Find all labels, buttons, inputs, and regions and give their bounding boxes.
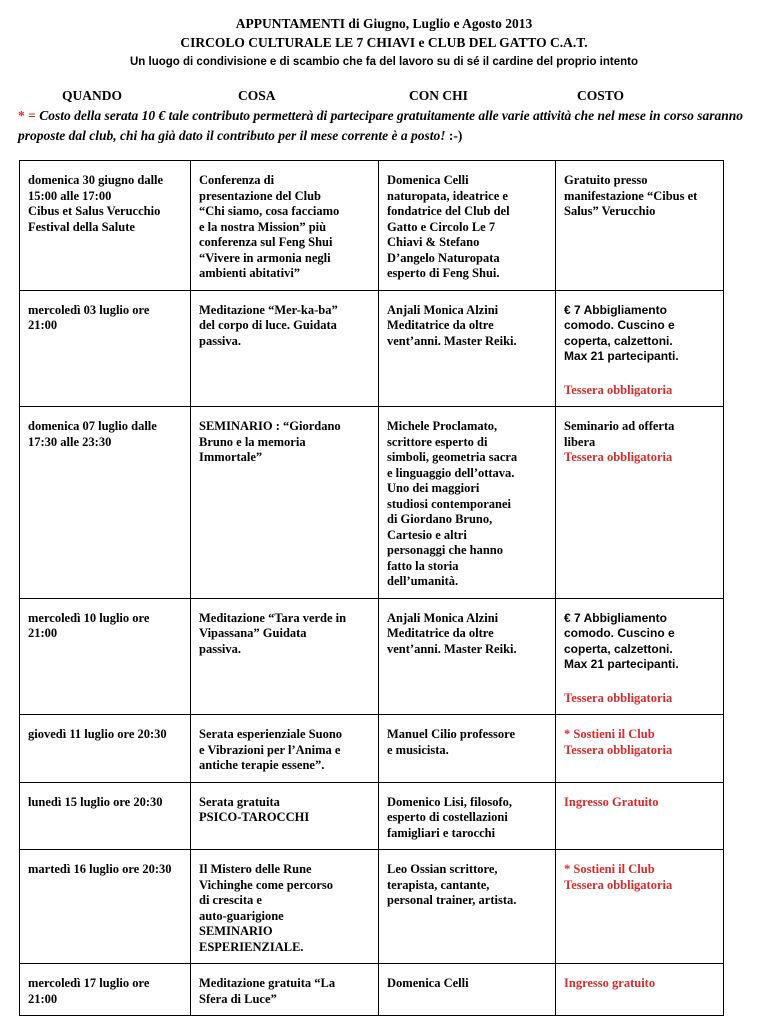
cell-line: * Sostieni il Club (564, 862, 655, 876)
cell-line: passiva. (199, 641, 242, 656)
cell-line: Sfera di Luce” (199, 991, 277, 1006)
cell-what (191, 964, 379, 1016)
cell-line: Domenico Lisi, filosofo, (387, 794, 512, 809)
cell-cost (556, 598, 724, 715)
cell-when (20, 598, 191, 715)
cell-line: studiosi contemporanei (387, 496, 511, 511)
cell-line: Vichinghe come percorso (199, 877, 334, 892)
cell-line: di Giordano Bruno, (387, 512, 493, 526)
cell-line: Seminario ad offerta (564, 419, 675, 433)
cell-line: del corpo di luce. Guidata (199, 318, 337, 332)
cell-line: Festival della Salute (28, 219, 135, 234)
cell-line: esperto di Feng Shui. (387, 266, 500, 280)
cell-line: e la nostra Mission” più (199, 219, 327, 234)
cell-line: € 7 Abbigliamento (564, 302, 667, 317)
table-row (20, 850, 724, 964)
cell-line: Leo Ossian scrittore, (387, 862, 498, 876)
cell-line: 21:00 (28, 626, 58, 640)
schedule-table (19, 160, 724, 1016)
cell-line: mercoledì 10 luglio ore (28, 610, 150, 625)
cell-line: 15:00 alle 17:00 (28, 188, 112, 203)
cell-line: naturopata, ideatrice e (387, 188, 508, 203)
cell-line: Salus” Verucchio (564, 204, 656, 218)
column-who: CON CHI (409, 88, 468, 103)
cell-line: coperta, calzettoni. (564, 333, 673, 348)
cell-line: personaggi che hanno (387, 543, 503, 557)
cell-line: mercoledì 03 luglio ore (28, 302, 150, 317)
cell-who (379, 290, 556, 407)
cell-who (379, 782, 556, 850)
table-row (20, 290, 724, 407)
table-row (20, 715, 724, 783)
cell-line: domenica 07 luglio dalle (28, 419, 157, 433)
cell-line: * Sostieni il Club (564, 727, 655, 741)
cell-line: Anjali Monica Alzini (387, 610, 499, 625)
cell-line: dell’umanità. (387, 574, 459, 588)
cell-line: simboli, geometria sacra (387, 450, 518, 464)
cell-what (191, 407, 379, 599)
cell-what (191, 850, 379, 964)
cell-who (379, 715, 556, 783)
cell-line: martedì 16 luglio ore 20:30 (28, 862, 172, 876)
cell-cost (556, 964, 724, 1016)
cell-who (379, 598, 556, 715)
cell-line: vent’anni. Master Reiki. (387, 641, 517, 656)
cell-who (379, 161, 556, 291)
cell-line: ESPERIENZIALE. (199, 939, 304, 954)
cell-line: Anjali Monica Alzini (387, 302, 499, 317)
cell-line: PSICO-TAROCCHI (199, 810, 310, 824)
cell-cost (556, 850, 724, 964)
cell-line: Tessera obbligatoria (564, 877, 673, 892)
note-text: Costo della serata 10 € tale contributo permetterà di partecipare gratuitamente alle varie attività che nel mese in corso saranno proposte dal club, chi ha già dato il contributo per il mese corrente è a posto! (18, 108, 744, 143)
cell-line: personal trainer, artista. (387, 893, 517, 907)
cell-who (379, 964, 556, 1016)
cell-who (379, 407, 556, 599)
cell-line: Chiavi & Stefano (387, 235, 480, 249)
cell-line: domenica 30 giugno dalle (28, 173, 164, 187)
cell-line: Meditazione “Tara verde in (199, 610, 347, 625)
page-title: APPUNTAMENTI di Giugno, Luglio e Agosto 2013 (235, 16, 533, 31)
cell-line: fondatrice del Club del (387, 204, 510, 218)
cell-when (20, 782, 191, 850)
cell-line: auto-guarigione (199, 908, 284, 923)
cell-line: Meditazione “Mer-ka-ba” (199, 302, 338, 317)
cell-line: Domenica Celli (387, 976, 469, 990)
cell-line: coperta, calzettoni. (564, 641, 673, 656)
cell-line: € 7 Abbigliamento (564, 610, 667, 625)
cell-line: Immortale” (199, 450, 263, 464)
cell-line: mercoledì 17 luglio ore (28, 976, 150, 990)
cell-line: “Chi siamo, cosa facciamo (199, 204, 340, 218)
cell-line: e linguaggio dell’ottava. (387, 465, 515, 480)
cell-line: Gatto e Circolo Le 7 (387, 219, 496, 234)
cell-line: famigliari e tarocchi (387, 825, 496, 840)
cell-line: Domenica Celli (387, 173, 469, 187)
cell-who (379, 850, 556, 964)
cell-what (191, 290, 379, 407)
cell-line: 17:30 alle 23:30 (28, 434, 112, 449)
cell-line: 21:00 (28, 318, 58, 332)
cell-line: Gratuito presso (564, 173, 648, 187)
cell-line: conferenza sul Feng Shui (199, 235, 333, 249)
tessera-note: Tessera obbligatoria (564, 450, 673, 464)
table-row (20, 598, 724, 715)
column-headers (0, 88, 768, 106)
cell-line: scrittore esperto di (387, 434, 488, 449)
cell-cost (556, 290, 724, 407)
note-star: * = (18, 108, 36, 123)
cell-line: 21:00 (28, 991, 58, 1006)
cell-line: Max 21 partecipanti. (564, 657, 679, 671)
cell-line: comodo. Cuscino e (564, 318, 675, 332)
cell-line: libera (564, 434, 596, 449)
table-row (20, 964, 724, 1016)
cell-when (20, 161, 191, 291)
cell-line: e musicista. (387, 742, 449, 757)
cell-line: terapista, cantante, (387, 877, 490, 892)
table-row (20, 407, 724, 599)
organization-title: CIRCOLO CULTURALE LE 7 CHIAVI e CLUB DEL GATTO C.A.T. (180, 35, 588, 50)
cell-when (20, 290, 191, 407)
cell-when (20, 407, 191, 599)
cell-cost (556, 782, 724, 850)
cell-line: “Vivere in armonia negli (199, 250, 331, 265)
document-header (0, 14, 768, 71)
cell-line: e Vibrazioni per l’Anima e (199, 742, 341, 757)
cell-line: SEMINARIO (199, 924, 273, 938)
cell-line: Tessera obbligatoria (564, 742, 673, 757)
column-cost: COSTO (577, 88, 625, 103)
cell-line: Cartesio e altri (387, 527, 467, 542)
tessera-note: Tessera obbligatoria (564, 382, 673, 397)
cell-line: Il Mistero delle Rune (199, 862, 312, 876)
cell-line: Manuel Cilio professore (387, 727, 516, 741)
cell-line: Michele Proclamato, (387, 419, 498, 433)
cell-when (20, 850, 191, 964)
cell-what (191, 782, 379, 850)
column-what: COSA (238, 88, 276, 103)
cell-what (191, 715, 379, 783)
cell-line: antiche terapie essene”. (199, 758, 325, 772)
cell-line: ambienti abitativi” (199, 266, 301, 280)
cell-line: Serata esperienziale Suono (199, 727, 343, 741)
cell-line: di crescita e (199, 893, 262, 907)
subtitle: Un luogo di condivisione e di scambio che fa del lavoro su di sé il cardine del proprio intento (130, 56, 638, 68)
cost-note (18, 106, 758, 145)
cell-line: Meditazione gratuita “La (199, 976, 336, 990)
cell-line: presentazione del Club (199, 188, 321, 203)
cell-cost (556, 407, 724, 599)
cell-cost (556, 161, 724, 291)
cell-line: Uno dei maggiori (387, 481, 480, 495)
cell-line: vent’anni. Master Reiki. (387, 333, 517, 348)
cell-line: SEMINARIO : “Giordano (199, 419, 341, 433)
cell-line: Ingresso Gratuito (564, 794, 659, 809)
cell-line: lunedì 15 luglio ore 20:30 (28, 794, 163, 809)
cell-line: Max 21 partecipanti. (564, 349, 679, 363)
cell-when (20, 715, 191, 783)
cell-line: D’angelo Naturopata (387, 250, 500, 265)
cell-line: passiva. (199, 333, 242, 348)
cell-line: Bruno e la memoria (199, 434, 306, 449)
cell-line: manifestazione “Cibus et (564, 188, 698, 203)
cell-line: Meditatrice da oltre (387, 318, 494, 332)
cell-line: Conferenza di (199, 173, 275, 187)
cell-line: Serata gratuita (199, 794, 280, 809)
column-when: QUANDO (62, 88, 122, 103)
cell-what (191, 598, 379, 715)
cell-line: Ingresso gratuito (564, 976, 656, 990)
cell-line: esperto di costellazioni (387, 810, 508, 824)
cell-line: fatto la storia (387, 558, 459, 573)
tessera-note: Tessera obbligatoria (564, 690, 673, 705)
cell-what (191, 161, 379, 291)
table-row (20, 161, 724, 291)
cell-line: giovedì 11 luglio ore 20:30 (28, 727, 167, 741)
cell-line: comodo. Cuscino e (564, 626, 675, 640)
note-smile: :-) (448, 127, 463, 143)
cell-when (20, 964, 191, 1016)
cell-cost (556, 715, 724, 783)
cell-line: Vipassana” Guidata (199, 626, 307, 640)
cell-line: Meditatrice da oltre (387, 626, 494, 640)
table-row (20, 782, 724, 850)
cell-line: Cibus et Salus Verucchio (28, 204, 161, 218)
